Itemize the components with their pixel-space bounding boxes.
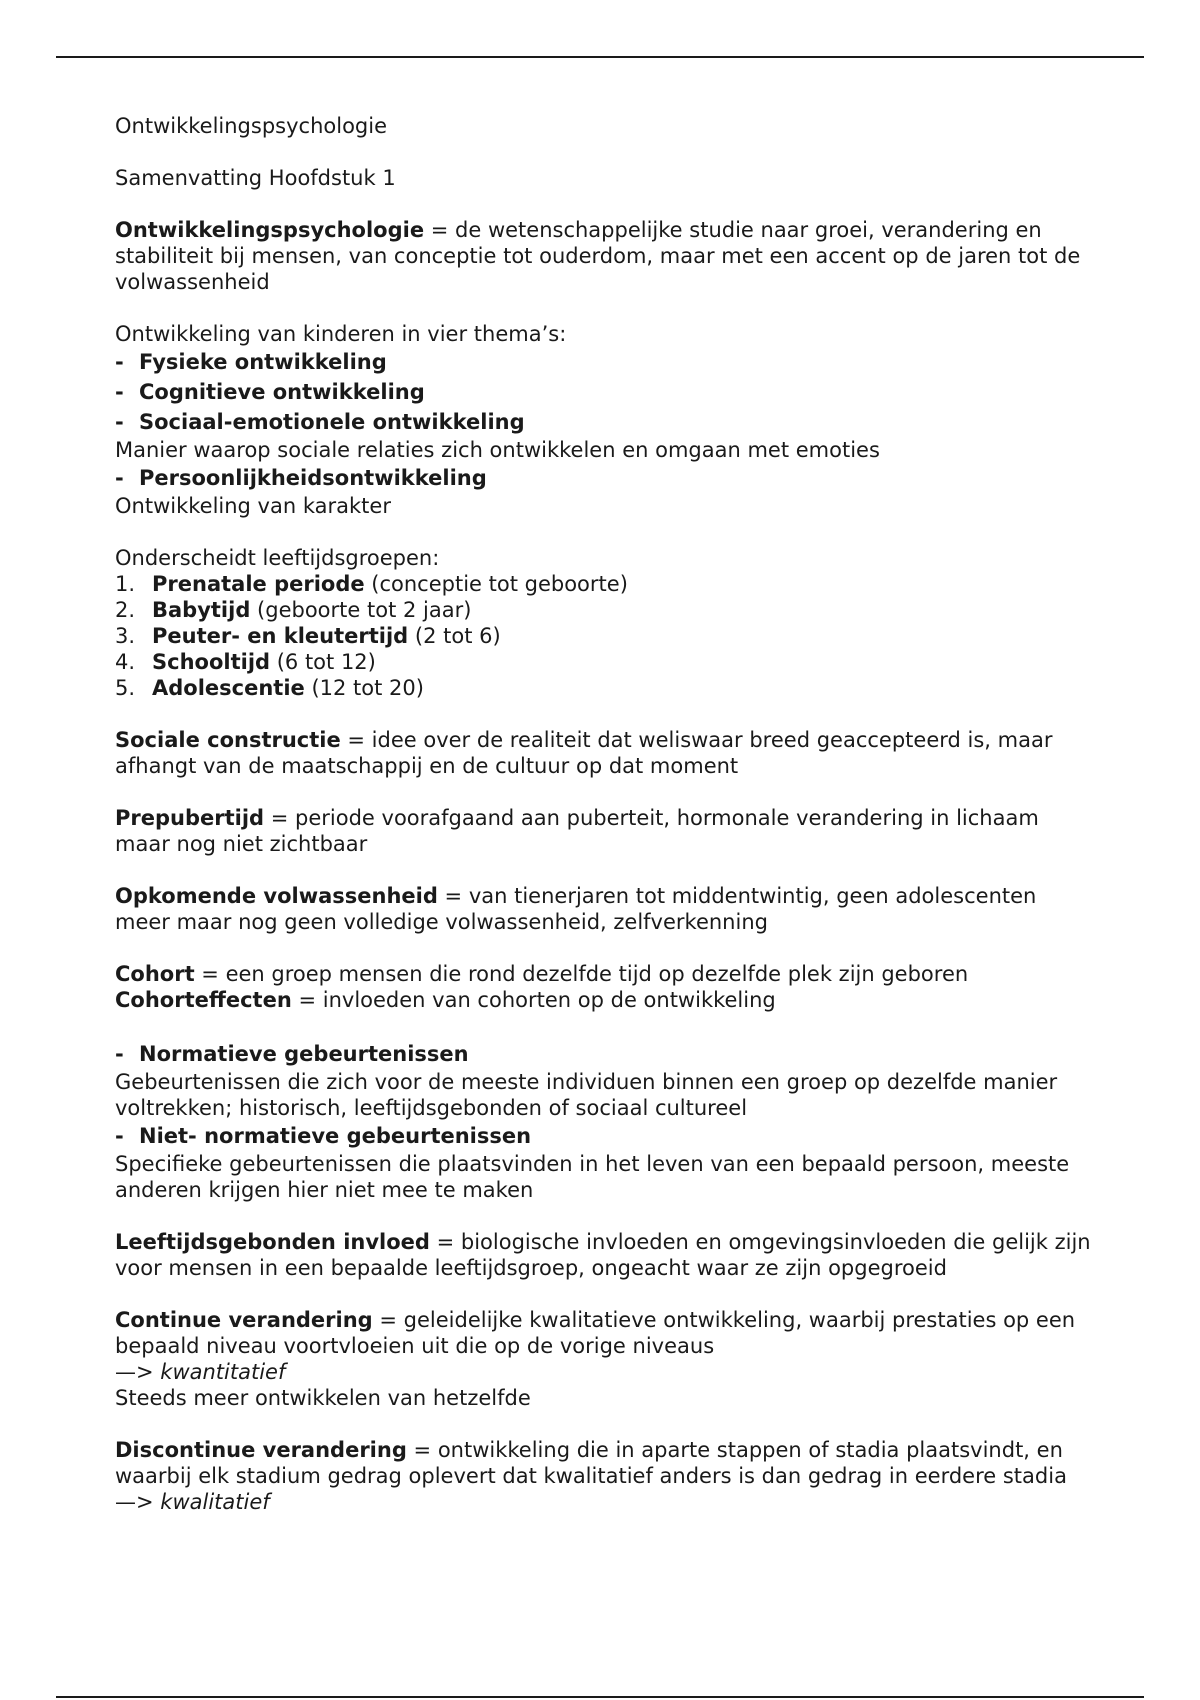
definition-opkomende-volwassenheid: Opkomende volwassenheid = van tienerjaren tot middentwintig, geen adolescenten meer maar nog geen volledige volwassenheid, zelfverkenning [115, 884, 1037, 934]
theme-item: - Cognitieve ontwikkeling [115, 380, 425, 404]
definition-cohorteffecten: Cohorteffecten = invloeden van cohorten op de ontwikkeling [115, 988, 776, 1012]
event-item: - Niet- normatieve gebeurtenissen [115, 1124, 532, 1148]
list-item: 5. Adolescentie (12 tot 20) [115, 676, 424, 700]
arrow-note: —> kwalitatief [115, 1490, 270, 1514]
definition-continue-verandering: Continue verandering = geleidelijke kwalitatieve ontwikkeling, waarbij prestaties op een bepaald niveau voortvloeien uit die op de vorige niveaus [115, 1308, 1076, 1358]
document-body [115, 113, 1095, 1515]
event-item: - Normatieve gebeurtenissen [115, 1042, 469, 1066]
definition-sociale-constructie: Sociale constructie = idee over de realiteit dat weliswaar breed geaccepteerd is, maar afhangt van de maatschappij en de cultuur op dat moment [115, 728, 1053, 778]
list-item: 4. Schooltijd (6 tot 12) [115, 650, 376, 674]
header-rule [56, 56, 1144, 58]
event-description: Specifieke gebeurtenissen die plaatsvinden in het leven van een bepaald persoon, meeste anderen krijgen hier niet mee te maken [115, 1152, 1070, 1202]
definition-text: = de wetenschappelijke studie naar groei, verandering en stabiliteit bij mensen, van conceptie tot ouderdom, maar met een accent op de jaren tot de volwassenheid [115, 218, 1081, 294]
definition-prepubertijd: Prepubertijd = periode voorafgaand aan puberteit, hormonale verandering in lichaam maar nog niet zichtbaar [115, 806, 1039, 856]
footer-rule [56, 1696, 1144, 1698]
ages-intro: Onderscheidt leeftijdsgroepen: [115, 546, 440, 570]
definition-leeftijdsgebonden-invloed: Leeftijdsgebonden invloed = biologische invloeden en omgevingsinvloeden die gelijk zijn voor mensen in een bepaalde leeftijdsgroep, ongeacht waar ze zijn opgegroeid [115, 1230, 1091, 1280]
note: Steeds meer ontwikkelen van hetzelfde [115, 1386, 531, 1410]
event-description: Gebeurtenissen die zich voor de meeste individuen binnen een groep op dezelfde manier voltrekken; historisch, leeftijdsgebonden of sociaal cultureel [115, 1070, 1058, 1120]
list-item: 2. Babytijd (geboorte tot 2 jaar) [115, 598, 472, 622]
list-item: 1. Prenatale periode (conceptie tot geboorte) [115, 572, 628, 596]
definition-cohort: Cohort = een groep mensen die rond dezelfde tijd op dezelfde plek zijn geboren [115, 962, 969, 986]
theme-description: Ontwikkeling van karakter [115, 494, 391, 518]
theme-description: Manier waarop sociale relaties zich ontwikkelen en omgaan met emoties [115, 438, 880, 462]
age-list [115, 571, 1095, 701]
term: Ontwikkelingspsychologie [115, 218, 425, 242]
arrow-note: —> kwantitatief [115, 1360, 286, 1384]
document-subtitle: Samenvatting Hoofdstuk 1 [115, 166, 396, 190]
list-item: 3. Peuter- en kleutertijd (2 tot 6) [115, 624, 501, 648]
theme-item: - Persoonlijkheidsontwikkeling [115, 466, 487, 490]
theme-item: - Fysieke ontwikkeling [115, 350, 387, 374]
definition-discontinue-verandering: Discontinue verandering = ontwikkeling die in aparte stappen of stadia plaatsvindt, en waarbij elk stadium gedrag oplevert dat kwalitatief anders is dan gedrag in eerdere stadia [115, 1438, 1067, 1488]
document-title: Ontwikkelingspsychologie [115, 114, 387, 138]
definition-ontwikkelingspsychologie [115, 217, 1095, 295]
theme-item: - Sociaal-emotionele ontwikkeling [115, 410, 525, 434]
themes-intro: Ontwikkeling van kinderen in vier thema’s: [115, 322, 567, 346]
